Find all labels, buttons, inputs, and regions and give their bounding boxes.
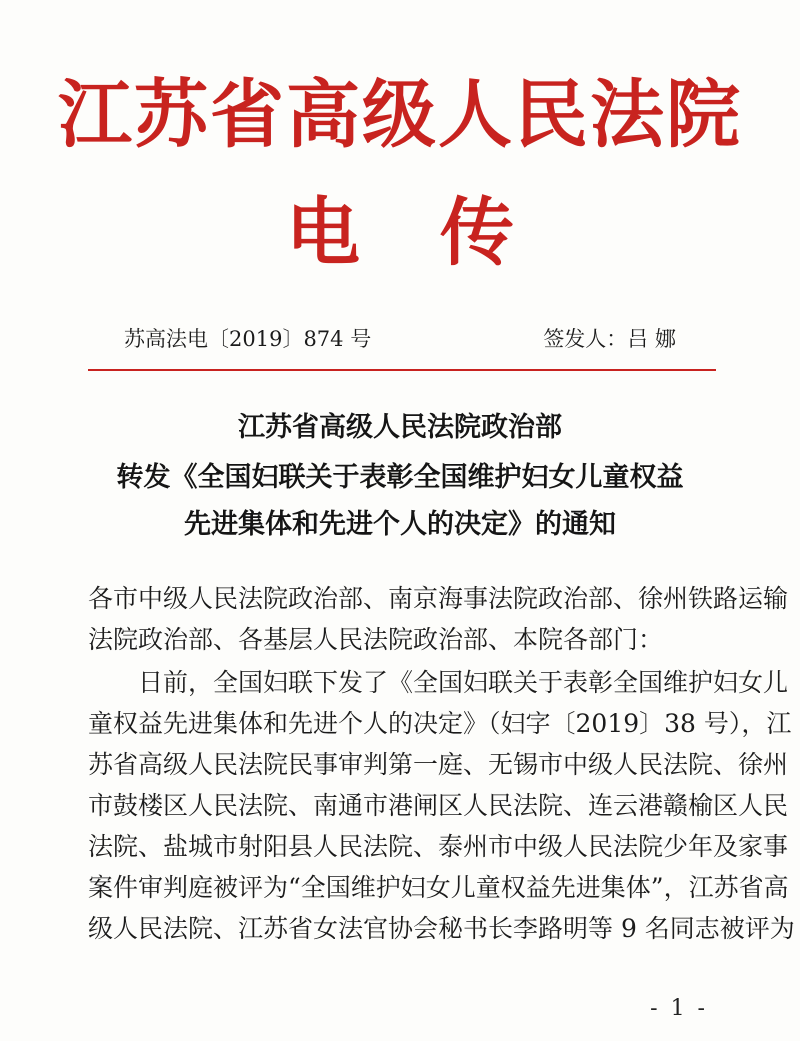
document-number: 苏高法电〔2019〕874 号 [124,327,372,351]
body-line: 苏省高级人民法院民事审判第一庭、无锡市中级人民法院、徐州 [88,750,789,779]
red-separator-line [88,369,716,371]
body-paragraph [88,662,795,949]
addressee-line: 各市中级人民法院政治部、南京海事法院政治部、徐州铁路运输 [88,584,789,613]
notice-heading-line-1: 江苏省高级人民法院政治部 [238,412,562,443]
doc-type-char-2: 传 [440,190,514,276]
notice-heading-line-3: 先进集体和先进个人的决定》的通知 [184,509,616,540]
document-type-title [0,188,800,278]
body-line: 法院、盐城市射阳县人民法院、泰州市中级人民法院少年及家事 [88,832,789,861]
addressee-line: 法院政治部、各基层人民法院政治部、本院各部门： [88,625,664,654]
body-line: 案件审判庭被评为“全国维护妇女儿童权益先进集体”，江苏省高 [88,873,789,902]
body-line: 童权益先进集体和先进个人的决定》（妇字〔2019〕38 号），江 [88,709,792,738]
doc-type-char-1: 电 [286,190,360,276]
page-number: - 1 - [650,996,708,1021]
body-line: 日前，全国妇联下发了《全国妇联关于表彰全国维护妇女儿 [138,668,789,697]
document-meta-row [124,322,676,356]
body-line: 市鼓楼区人民法院、南通市港闸区人民法院、连云港赣榆区人民 [88,791,789,820]
addressee-block [88,578,789,660]
body-line: 级人民法院、江苏省女法官协会秘书长李路明等 9 名同志被评为 [88,914,795,943]
signer-info: 签发人：吕 娜 [543,327,676,351]
issuing-org-title: 江苏省高级人民法院 [58,72,742,158]
notice-heading-line-2: 转发《全国妇联关于表彰全国维护妇女儿童权益 [116,462,684,493]
